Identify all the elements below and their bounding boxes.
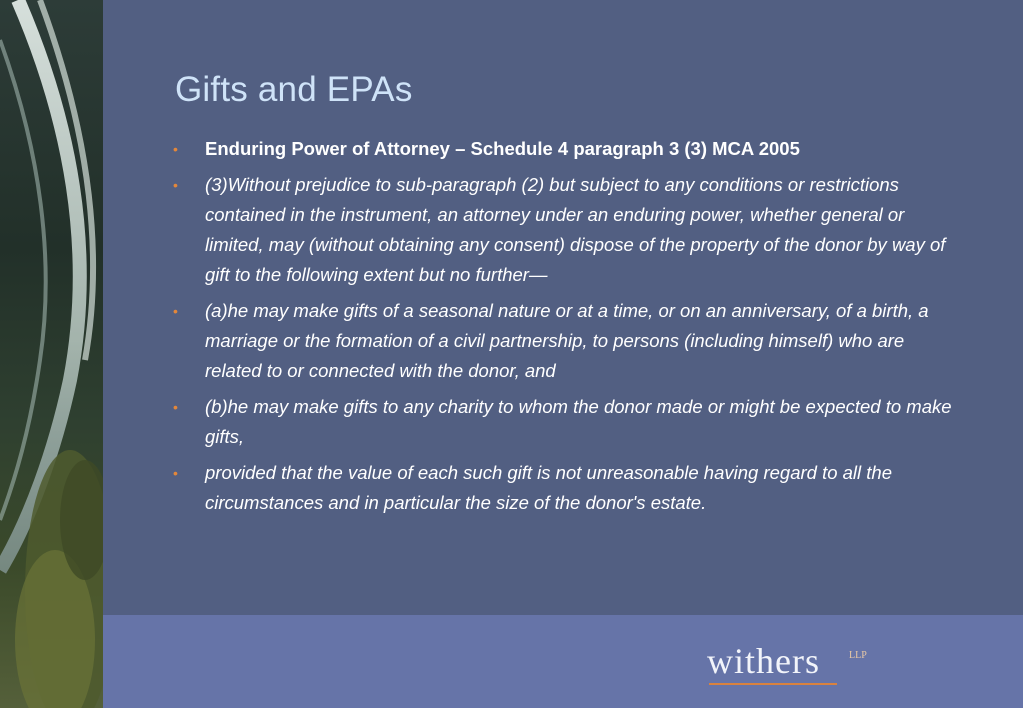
bullet-text: (b)he may make gifts to any charity to whom the donor made or might be expected to make gifts, <box>205 396 952 447</box>
logo-suffix: LLP <box>849 650 867 661</box>
bullet-text: Enduring Power of Attorney – Schedule 4 paragraph 3 (3) MCA 2005 <box>205 138 800 159</box>
withers-logo <box>707 640 887 690</box>
bullet-icon: • <box>173 303 178 319</box>
side-photo-decoration <box>0 0 103 708</box>
bullet-item <box>173 458 963 518</box>
bullet-icon: • <box>173 141 178 157</box>
slide-title: Gifts and EPAs <box>175 70 413 109</box>
bullet-item <box>173 296 963 386</box>
bullet-item <box>173 392 963 452</box>
logo-underline <box>709 683 837 685</box>
logo-wordmark: withers <box>707 641 820 681</box>
bullet-icon: • <box>173 465 178 481</box>
bullet-item <box>173 170 963 290</box>
bullet-icon: • <box>173 177 178 193</box>
light-trail-graphic <box>0 0 103 708</box>
bullet-text: (3)Without prejudice to sub-paragraph (2) but subject to any conditions or restrictions contained in the instrument, an attorney under an enduring power, whether general or limited, may (without obtaining any consent) dispose of the property of the donor by way of gift to the following extent but no further— <box>205 174 946 285</box>
bullet-item <box>173 134 963 164</box>
bullet-text: provided that the value of each such gift is not unreasonable having regard to all the circumstances and in particular the size of the donor's estate. <box>205 462 893 513</box>
bullet-icon: • <box>173 399 178 415</box>
bullet-list <box>173 134 963 524</box>
bullet-text: (a)he may make gifts of a seasonal nature or at a time, or on an anniversary, of a birth, a marriage or the formation of a civil partnership, to persons (including himself) who are related to or connected with the donor, and <box>205 300 929 381</box>
slide-content <box>103 0 1023 615</box>
